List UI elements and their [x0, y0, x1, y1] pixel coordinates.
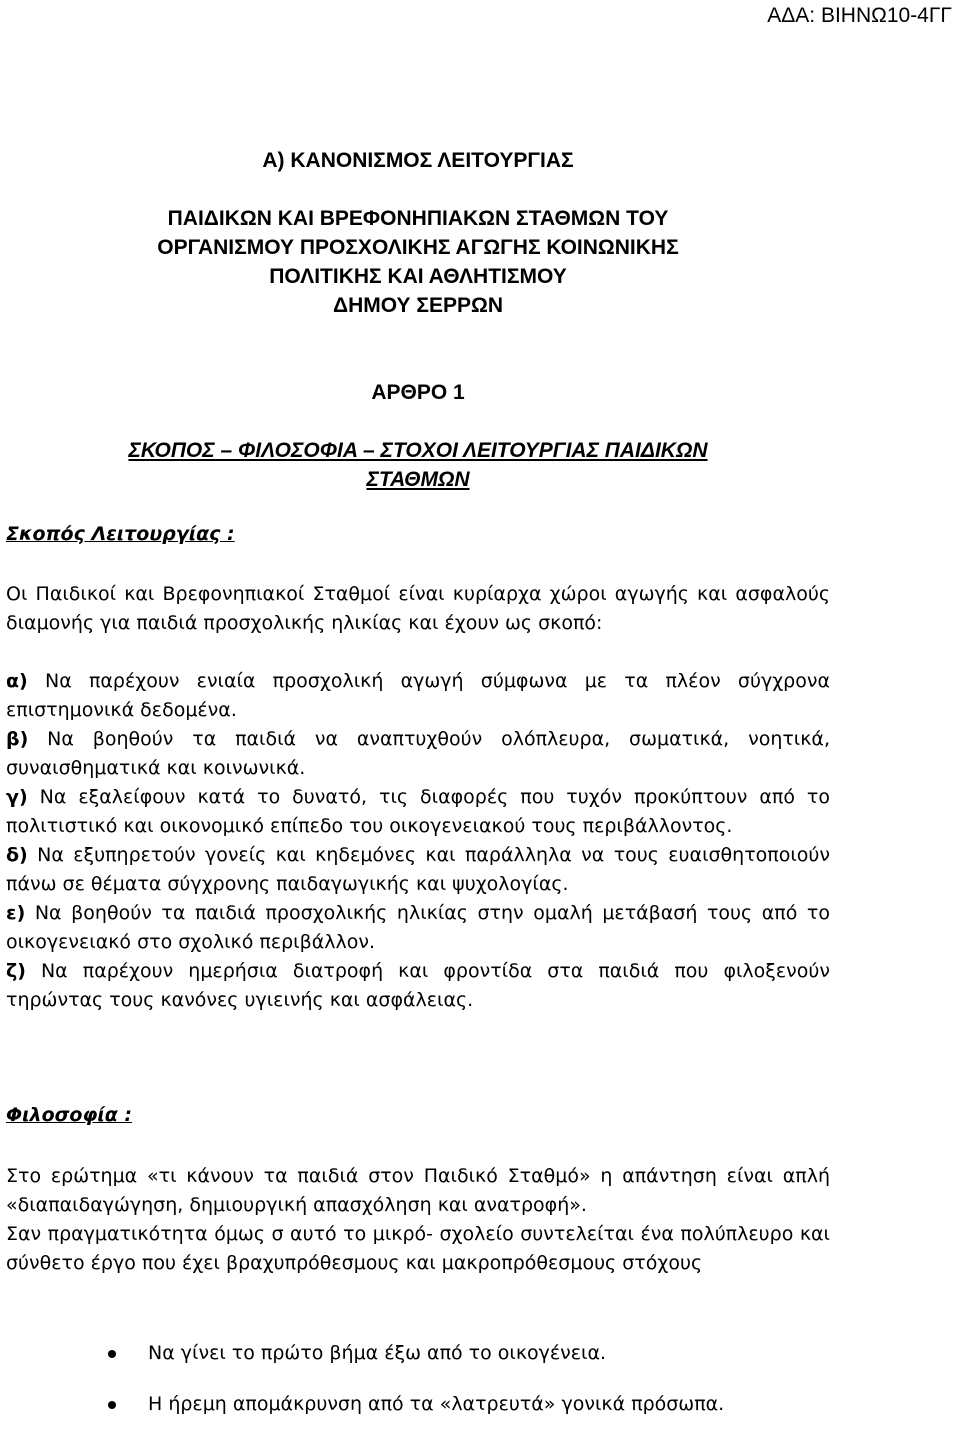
goal-label: ζ)	[6, 960, 26, 982]
philosophy-heading: Φιλοσοφία :	[6, 1104, 133, 1126]
goal-item	[6, 667, 830, 725]
organization-title	[0, 204, 836, 320]
bullet-text: Να γίνει το πρώτο βήμα έξω από το οικογένεια.	[148, 1342, 607, 1364]
goals-list	[6, 667, 830, 1015]
org-line: ΠΑΙΔΙΚΩΝ ΚΑΙ ΒΡΕΦΟΝΗΠΙΑΚΩΝ ΣΤΑΘΜΩΝ ΤΟΥ	[167, 207, 669, 230]
goal-text: Να εξαλείφουν κατά το δυνατό, τις διαφορές που τυχόν προκύπτουν από το πολιτιστικό και οικονομικό επίπεδο του οικογενειακού τους περιβάλλοντος.	[6, 786, 830, 837]
goal-text: Να βοηθούν τα παιδιά προσχολικής ηλικίας στην ομαλή μετάβασή τους από το οικογενειακό στο σχολικό περιβάλλον.	[6, 902, 830, 953]
goal-text: Να παρέχουν ημερήσια διατροφή και φροντίδα στα παιδιά που φιλοξενούν τηρώντας τους κανόνες υγιεινής και ασφάλειας.	[6, 960, 830, 1011]
philosophy-paragraph: Σαν πραγματικότητα όμως σ αυτό το μικρό- σχολείο συντελείται ένα πολύπλευρο και σύνθετο έργο που έχει βραχυπρόθεσμους και μακροπρόθεσμους στόχους	[6, 1223, 830, 1274]
article-subtitle	[0, 436, 836, 494]
goal-text: Να εξυπηρετούν γονείς και κηδεμόνες και παράλληλα να τους ευαισθητοποιούν πάνω σε θέματα σύγχρονης παιδαγωγικής και ψυχολογίας.	[6, 844, 830, 895]
bullet-icon	[108, 1350, 116, 1358]
org-line: ΟΡΓΑΝΙΣΜΟΥ ΠΡΟΣΧΟΛΙΚΗΣ ΑΓΩΓΗΣ ΚΟΙΝΩΝΙΚΗΣ	[157, 236, 679, 259]
goal-item	[6, 957, 830, 1015]
goal-text: Να βοηθούν τα παιδιά να αναπτυχθούν ολόπλευρα, σωματικά, νοητικά, συναισθηματικά και κοινωνικά.	[6, 728, 830, 779]
bullet-item	[6, 1339, 830, 1368]
bullet-list	[6, 1339, 830, 1368]
goal-label: δ)	[6, 844, 28, 866]
goal-label: γ)	[6, 786, 28, 808]
org-line: ΠΟΛΙΤΙΚΗΣ ΚΑΙ ΑΘΛΗΤΙΣΜΟΥ	[269, 265, 567, 288]
scope-heading: Σκοπός Λειτουργίας :	[6, 523, 235, 545]
goal-label: ε)	[6, 902, 26, 924]
goal-label: α)	[6, 670, 28, 692]
bullet-icon	[108, 1401, 116, 1409]
bullet-item	[6, 1390, 830, 1419]
subtitle-line: ΣΚΟΠΟΣ – ΦΙΛΟΣΟΦΙΑ – ΣΤΟΧΟΙ ΛΕΙΤΟΥΡΓΙΑΣ ΠΑΙΔΙΚΩΝ	[128, 439, 708, 462]
org-line: ΔΗΜΟΥ ΣΕΡΡΩΝ	[333, 294, 503, 317]
goal-text: Να παρέχουν ενιαία προσχολική αγωγή σύμφωνα με τα πλέον σύγχρονα επιστημονικά δεδομένα.	[6, 670, 830, 721]
bullet-text: Η ήρεμη απομάκρυνση από τα «λατρευτά» γονικά πρόσωπα.	[148, 1393, 725, 1415]
goal-item	[6, 725, 830, 783]
goal-item	[6, 841, 830, 899]
subtitle-line: ΣΤΑΘΜΩΝ	[366, 468, 470, 491]
philosophy-paragraph: Στο ερώτημα «τι κάνουν τα παιδιά στον Παιδικό Σταθμό» η απάντηση είναι απλή «διαπαιδαγώγηση, δημιουργική απασχόληση και ανατροφή».	[6, 1165, 830, 1216]
philosophy-text	[6, 1162, 830, 1278]
ada-code: ΑΔΑ: ΒΙΗΝΩ10-4ΓΓ	[767, 4, 952, 27]
goal-item	[6, 899, 830, 957]
goal-item	[6, 783, 830, 841]
bullet-list	[6, 1390, 830, 1419]
scope-intro: Οι Παιδικοί και Βρεφονηπιακοί Σταθμοί είναι κυρίαρχα χώροι αγωγής και ασφαλούς διαμονής για παιδιά προσχολικής ηλικίας και έχουν ως σκοπό:	[6, 583, 830, 634]
document-title: Α) ΚΑΝΟΝΙΣΜΟΣ ΛΕΙΤΟΥΡΓΙΑΣ	[262, 149, 574, 172]
goal-label: β)	[6, 728, 29, 750]
article-heading: ΑΡΘΡΟ 1	[371, 381, 465, 404]
